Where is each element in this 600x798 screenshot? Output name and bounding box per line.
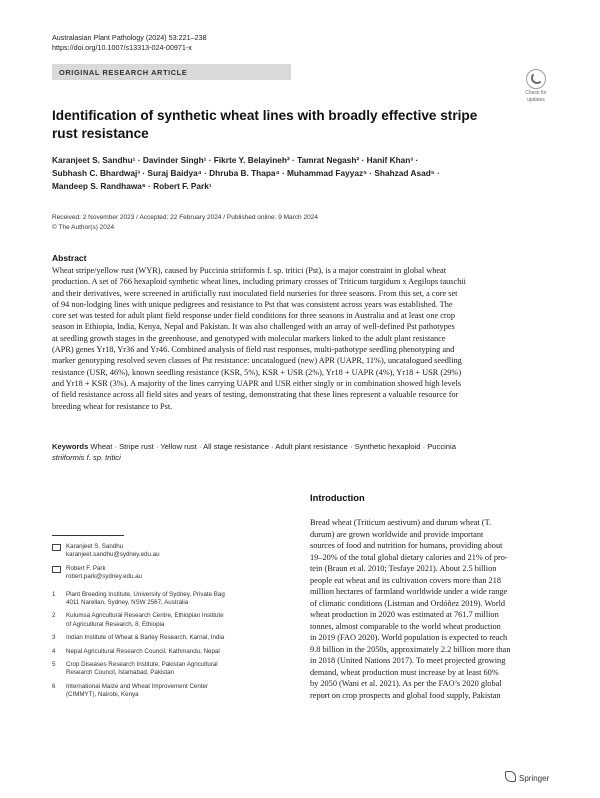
- keywords-line1: [52, 441, 550, 452]
- intro-line: people eat wheat and its cultivation covers more than 218: [310, 575, 501, 585]
- affiliation-number: 1: [52, 590, 56, 598]
- affiliation-line: Indian Institute of Wheat & Barley Research, Karnal, India: [66, 634, 225, 642]
- springer-horse-icon: [505, 771, 516, 782]
- introduction-heading: Introduction: [310, 492, 365, 503]
- publisher-logo: [505, 771, 549, 783]
- authors-line3: Mandeep S. Randhawa⁶ · Robert F. Park¹: [52, 181, 212, 192]
- abstract-line: of 94 non-lodging lines with unique pedigrees and resistance to Pst that was consistent across years was established. The: [52, 299, 453, 309]
- intro-line: by 2050 (Wani et al. 2021). As per the FAO’s 2020 global: [310, 679, 502, 688]
- affiliation-line: 4011 Narellan, Sydney, NSW 2567, Australia: [66, 599, 189, 607]
- abstract-line: and Yr18 + KSR (3%). A majority of the lines carrying UAPR and USR either singly or in combination showed high levels: [52, 378, 462, 388]
- affiliation: [52, 612, 282, 629]
- keywords-text: Wheat · Stripe rust · Yellow rust · All stage resistance · Adult plant resistance · Synthetic hexaploid · Puccinia: [90, 442, 456, 451]
- affiliation: [52, 648, 282, 656]
- affiliation: [52, 661, 282, 678]
- article-title: [52, 107, 522, 143]
- title-line2: rust resistance: [52, 126, 149, 141]
- intro-line: in 2019 (FAO 2020). World population is expected to reach: [310, 633, 508, 642]
- intro-line: 19–20% of the total global dietary calories and 21% of pro-: [310, 552, 508, 562]
- abstract-line: of field resistance across all field sites and years of testing, demonstrating that these lines represent a valuable resource for: [52, 390, 459, 400]
- author-list: [52, 154, 522, 194]
- abstract-body: [52, 265, 550, 412]
- abstract-line: breeding wheat for resistance to Pst.: [52, 401, 173, 411]
- intro-line: sources of food and nutrition for humans, providing about: [310, 541, 503, 550]
- abstract-line: resistance (USR, 46%), known seedling resistance (KSR, 5%), KSR + USR (2%), Yr18 + UAPR (4%), Yr18 + USR (29%): [52, 367, 462, 377]
- copyright-line: © The Author(s) 2024: [52, 223, 115, 231]
- badge-line2: updates: [527, 97, 545, 103]
- abstract-line: and their derivatives, were screened in artificially rust inoculated field nurseries for three seasons. From this set, a core set: [52, 288, 458, 298]
- badge-line1: Check for: [525, 90, 547, 96]
- contact-name: Karanjeet S. Sandhu: [66, 543, 124, 550]
- check-for-updates-badge[interactable]: [521, 69, 551, 103]
- affiliation-line: Nepal Agricultural Research Council, Kathmandu, Nepal: [66, 647, 220, 655]
- abstract-line: production. A set of 766 hexaploid synthetic wheat lines, including primary crosses of Triticum turgidum x Aegilops tauschii: [52, 277, 466, 287]
- affiliation: [52, 683, 282, 700]
- refresh-icon: [526, 69, 546, 89]
- corresponding-author-1: [52, 543, 282, 560]
- footnote-divider: [52, 535, 124, 536]
- journal-header: [52, 33, 207, 53]
- doi-link[interactable]: https://doi.org/10.1007/s13313-024-00971-x: [52, 43, 192, 52]
- affiliation-line: International Maize and Wheat Improvement Center: [66, 682, 209, 690]
- intro-line: report on crop prospects and global food supply, Pakistan: [310, 690, 501, 700]
- publisher-name: Springer: [519, 774, 550, 783]
- envelope-icon: [52, 544, 61, 551]
- introduction-body: [310, 517, 552, 701]
- affiliation-number: 5: [52, 661, 56, 669]
- affiliation-line: Research Council, Islamabad, Pakistan: [66, 669, 174, 677]
- abstract-heading: Abstract: [52, 253, 87, 263]
- section-label: ORIGINAL RESEARCH ARTICLE: [59, 68, 188, 77]
- intro-line: tonnes, almost comparable to the world wheat production: [310, 621, 501, 631]
- affiliation: [52, 634, 282, 642]
- affiliation-number: 4: [52, 647, 56, 655]
- affiliation: [52, 591, 282, 608]
- keywords-line2: striiformis f. sp. tritici: [52, 453, 121, 463]
- abstract-line: Wheat stripe/yellow rust (WYR), caused by Puccinia striiformis f. sp. tritici (Pst), is a major constraint in global wheat: [52, 266, 447, 275]
- abstract-line: (APR) genes Yr18, Yr36 and Yr46. Combined analysis of field rust responses, multi-pathotype seedling phenotyping and: [52, 345, 455, 355]
- abstract-line: core set was tested for adult plant field response under field conditions for three seasons in Australia and at least one crop: [52, 311, 455, 321]
- authors-line2: Subhash C. Bhardwaj³ · Suraj Baidya⁴ · Dhruba B. Thapa⁴ · Muhammad Fayyaz⁵ · Shahzad Asad⁵ ·: [52, 168, 440, 179]
- affiliation-line: of Agricultural Research, 8, Ethiopia: [66, 620, 165, 628]
- intro-line: 9.8 billion in the 2050s, approximately 2.2 billion more than: [310, 644, 511, 654]
- contact-email[interactable]: robert.park@sydney.edu.au: [66, 573, 142, 581]
- affiliation-number: 2: [52, 612, 56, 620]
- intro-line: durum) are grown worldwide and provide important: [310, 529, 484, 539]
- publication-dates: [52, 213, 318, 232]
- dates-line: Received: 2 November 2023 / Accepted: 22 February 2024 / Published online: 9 March 2024: [52, 214, 318, 221]
- affiliation-line: (CIMMYT), Nairobi, Kenya: [66, 691, 139, 699]
- affiliation-line: Kulumsa Agricultural Research Centre, Ethiopian Institute: [66, 612, 224, 620]
- corresponding-author-2: [52, 565, 282, 582]
- intro-line: of climatic conditions (Listman and Ordóñez 2019). World: [310, 598, 506, 608]
- keywords-label: Keywords: [52, 442, 89, 451]
- authors-line1: [52, 154, 522, 167]
- footnotes: [52, 543, 282, 705]
- affiliation-line: Plant Breeding Institute, University of Sydney, Private Bag: [66, 590, 225, 598]
- intro-line: Bread wheat (Triticum aestivum) and durum wheat (T.: [310, 518, 492, 527]
- abstract-line: at seedling growth stages in the greenhouse, and genotyped with molecular markers linked to the adult plant resistance: [52, 333, 446, 343]
- journal-citation: Australasian Plant Pathology (2024) 53:221–238: [52, 33, 207, 42]
- affiliation-number: 3: [52, 634, 56, 642]
- abstract-line: season in Ethiopia, India, Kenya, Nepal and Pakistan. It was also challenged with an array of well-defined Pst pathotypes: [52, 322, 455, 332]
- intro-line: in 2018 (United Nations 2017). To meet projected growing: [310, 656, 506, 665]
- affiliation-line: Crop Diseases Research Institute, Pakistan Agricultural: [66, 661, 218, 669]
- intro-line: wheat production in 2020 was estimated at 761.7 million: [310, 610, 499, 619]
- contact-name: Robert F. Park: [66, 564, 106, 572]
- affiliation-number: 6: [52, 682, 56, 690]
- abstract-line: marker genotyping resolved seven classes of Pst resistance: uncatalogued (new) APR (UAPR, 11%), uncatalogued seedling: [52, 356, 462, 366]
- authors-line1-text: Karanjeet S. Sandhu¹ · Davinder Singh¹ · Fikrte Y. Belayineh² · Tamrat Negash² · Hanif Khan³ ·: [52, 155, 419, 165]
- keywords-block: [52, 441, 550, 464]
- intro-line: tein (Braun et al. 2010; Tesfaye 2021). About 2.5 billion: [310, 564, 497, 573]
- envelope-icon: [52, 566, 61, 573]
- intro-line: million hectares of farmland worldwide under a wide range: [310, 587, 508, 596]
- intro-line: demand, wheat production must increase by at least 60%: [310, 667, 499, 677]
- contact-email[interactable]: karanjeet.sandhu@sydney.edu.au: [66, 551, 160, 559]
- title-line1: Identification of synthetic wheat lines with broadly effective stripe: [52, 108, 478, 123]
